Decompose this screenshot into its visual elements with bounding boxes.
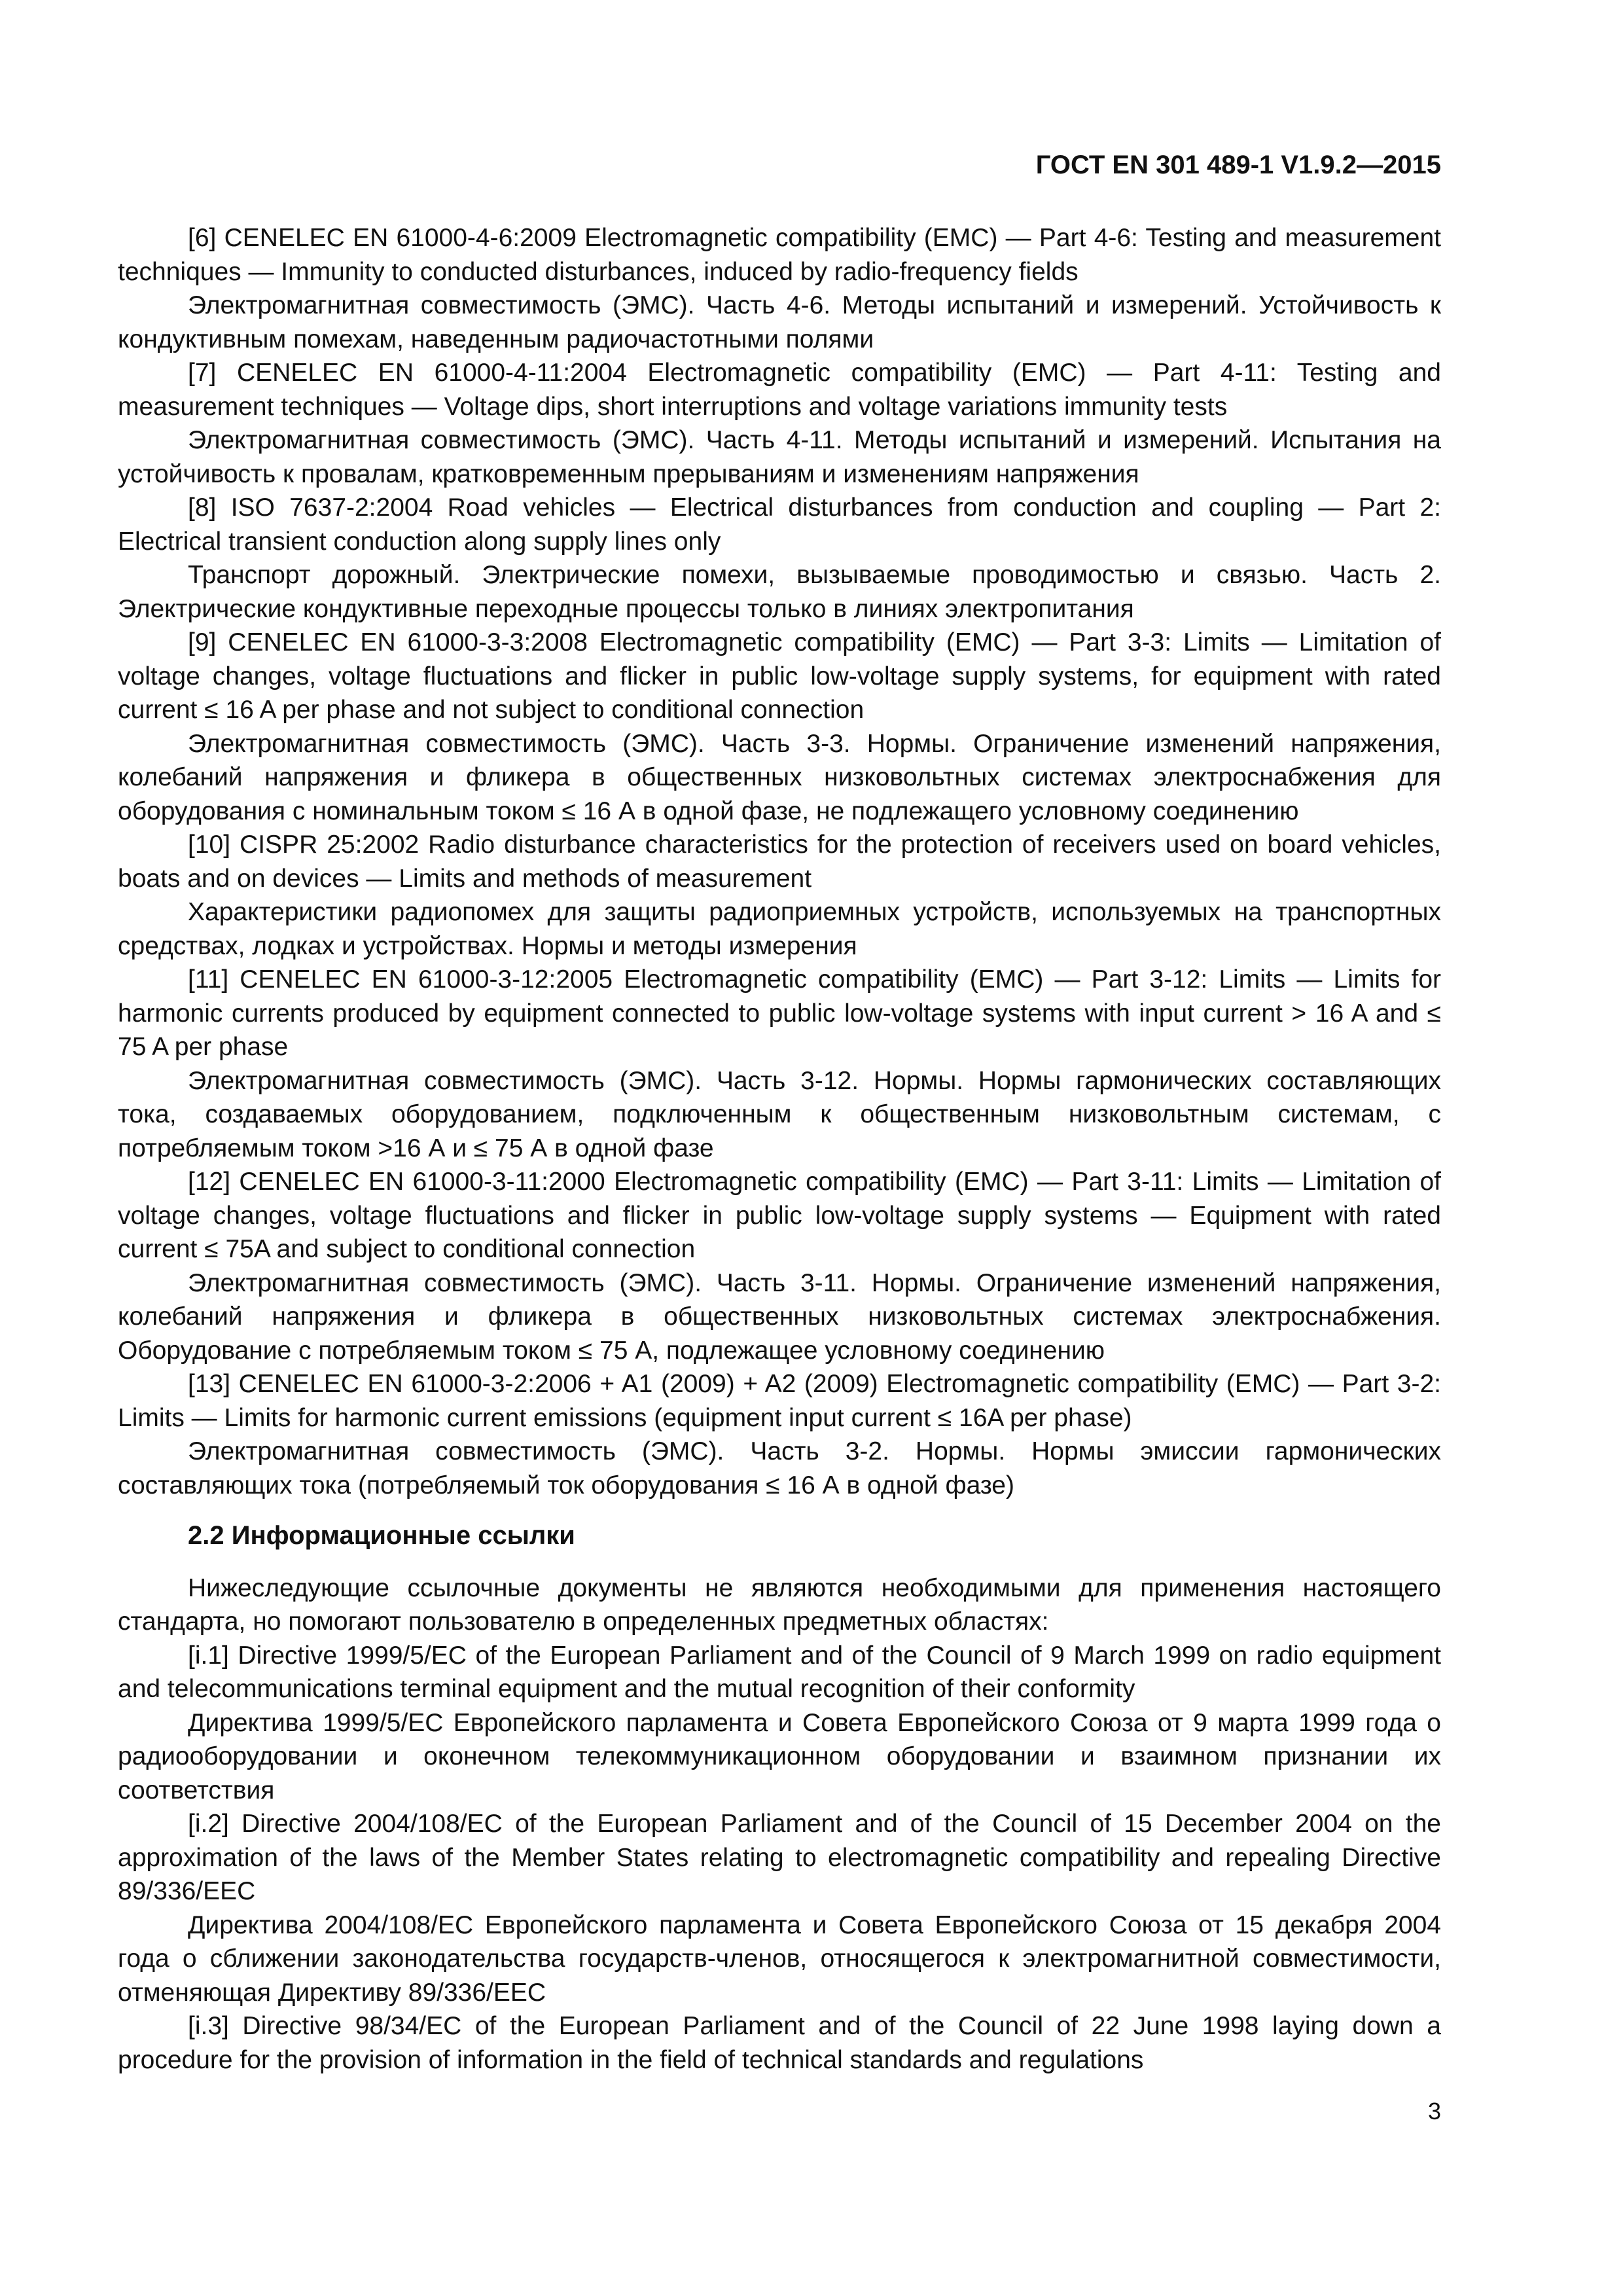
reference-13-ru: Электромагнитная совместимость (ЭМС). Часть 3-2. Нормы. Нормы эмиссии гармонических составляющих тока (потребляемый ток оборудования ≤ 16 А в одной фазе) — [118, 1437, 1441, 1499]
page-content — [118, 221, 1441, 2077]
info-reference-i3-en: [i.3] Directive 98/34/EC of the European Parliament and of the Council of 22 June 1998 laying down a procedure for the provision of information in the field of technical standards and regulations — [118, 2012, 1441, 2074]
reference-6-en: [6] CENELEC EN 61000-4-6:2009 Electromagnetic compatibility (EMC) — Part 4-6: Testing and measurement techniques — Immunity to conducted disturbances, induced by radio-frequency fields — [118, 224, 1441, 286]
info-reference-i1-ru: Директива 1999/5/ЕС Европейского парламента и Совета Европейского Союза от 9 марта 1999 года о радиооборудовании и оконечном телекоммуникационном оборудовании и взаимном признании их соответствия — [118, 1708, 1441, 1804]
section-intro: Нижеследующие ссылочные документы не являются необходимыми для применения настоящего стандарта, но помогают пользователю в определенных предметных областях: — [118, 1573, 1441, 1636]
reference-11-en: [11] CENELEC EN 61000-3-12:2005 Electromagnetic compatibility (EMC) — Part 3-12: Limits — Limits for harmonic currents produced by equipment connected to public low-voltage systems with input current > 16 A and ≤ 75 A per phase — [118, 965, 1441, 1061]
reference-9-ru: Электромагнитная совместимость (ЭМС). Часть 3-3. Нормы. Ограничение изменений напряжения, колебаний напряжения и фликера в общественных низковольтных системах электроснабжения для оборудования с номинальным током ≤ 16 А в одной фазе, не подлежащего условному соединению — [118, 729, 1441, 825]
page-number: 3 — [1427, 2098, 1441, 2125]
reference-8-en: [8] ISO 7637-2:2004 Road vehicles — Electrical disturbances from conduction and coupling — Part 2: Electrical transient conduction along supply lines only — [118, 493, 1441, 556]
reference-10-en: [10] CISPR 25:2002 Radio disturbance characteristics for the protection of receivers used on board vehicles, boats and on devices — Limits and methods of measurement — [118, 831, 1441, 893]
reference-10-ru: Характеристики радиопомех для защиты радиоприемных устройств, используемых на транспортных средствах, лодках и устройствах. Нормы и методы измерения — [118, 898, 1441, 960]
document-header: ГОСТ EN 301 489-1 V1.9.2—2015 — [1035, 151, 1441, 179]
info-reference-i1-en: [i.1] Directive 1999/5/EC of the European Parliament and of the Council of 9 March 1999 on radio equipment and telecommunications terminal equipment and the mutual recognition of their conformity — [118, 1641, 1441, 1703]
reference-9-en: [9] CENELEC EN 61000-3-3:2008 Electromagnetic compatibility (EMC) — Part 3-3: Limits — Limitation of voltage changes, voltage fluctuations and flicker in public low-voltage supply systems, for equipment with rated current ≤ 16 A per phase and not subject to conditional connection — [118, 628, 1441, 724]
reference-12-ru: Электромагнитная совместимость (ЭМС). Часть 3-11. Нормы. Ограничение изменений напряжения, колебаний напряжения и фликера в общественных низковольтных системах электроснабжения. Оборудование с потребляемым током ≤ 75 А, подлежащее условному соединению — [118, 1268, 1441, 1365]
reference-13-en: [13] CENELEC EN 61000-3-2:2006 + A1 (2009) + A2 (2009) Electromagnetic compatibility (EMC) — Part 3-2: Limits — Limits for harmonic current emissions (equipment input current ≤ 16A per phase) — [118, 1370, 1441, 1432]
info-reference-i2-en: [i.2] Directive 2004/108/EC of the European Parliament and of the Council of 15 December 2004 on the approximation of the laws of the Member States relating to electromagnetic compatibility and repealing Directive 89/336/EEC — [118, 1810, 1441, 1905]
reference-7-ru: Электромагнитная совместимость (ЭМС). Часть 4-11. Методы испытаний и измерений. Испытания на устойчивость к провалам, кратковременным прерываниям и изменениям напряжения — [118, 426, 1441, 488]
reference-11-ru: Электромагнитная совместимость (ЭМС). Часть 3-12. Нормы. Нормы гармонических составляющих тока, создаваемых оборудованием, подключенным к общественным низковольтным системам, с потребляемым током >16 А и ≤ 75 А в одной фазе — [118, 1066, 1441, 1162]
reference-12-en: [12] CENELEC EN 61000-3-11:2000 Electromagnetic compatibility (EMC) — Part 3-11: Limits — Limitation of voltage changes, voltage fluctuations and flicker in public low-voltage supply systems — Equipment with rated current ≤ 75A and subject to conditional connection — [118, 1168, 1441, 1263]
info-reference-i2-ru: Директива 2004/108/ЕС Европейского парламента и Совета Европейского Союза от 15 декабря 2004 года о сближении законодательства государств-членов, относящегося к электромагнитной совместимости, отменяющая Директиву 89/336/ЕЕС — [118, 1910, 1441, 2007]
reference-8-ru: Транспорт дорожный. Электрические помехи, вызываемые проводимостью и связью. Часть 2. Электрические кондуктивные переходные процессы только в линиях электропитания — [118, 561, 1441, 623]
section-heading: 2.2 Информационные ссылки — [188, 1521, 575, 1550]
reference-6-ru: Электромагнитная совместимость (ЭМС). Часть 4-6. Методы испытаний и измерений. Устойчивость к кондуктивным помехам, наведенным радиочастотными полями — [118, 291, 1441, 353]
reference-7-en: [7] CENELEC EN 61000-4-11:2004 Electromagnetic compatibility (EMC) — Part 4-11: Testing and measurement techniques — Voltage dips, short interruptions and voltage variations immunity tests — [118, 359, 1441, 421]
